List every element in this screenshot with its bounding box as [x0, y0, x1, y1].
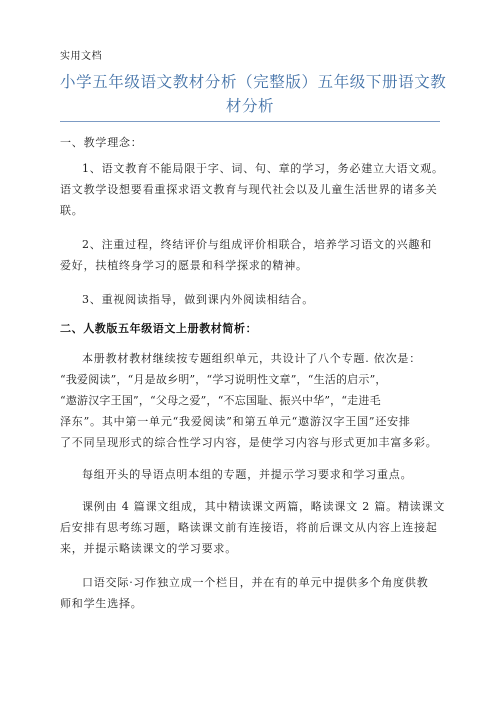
- paragraph-line: 师和学生选择。: [60, 597, 143, 610]
- section-1-paragraph-3: [60, 289, 440, 310]
- title-divider: [60, 121, 440, 122]
- paragraph-line: 口语交际·习作独立成一个栏目，并在有的单元中提供多个角度供教: [82, 576, 429, 589]
- section-2-paragraph-1: [60, 348, 440, 453]
- title-line-2: 材分析: [225, 97, 275, 115]
- paragraph-line: 爱好，扶植终身学习的愿景和科学探求的精神。: [60, 259, 308, 272]
- section-1-paragraph-2: [60, 234, 440, 276]
- paragraph-line: 了不同呈现形式的综合性学习内容，是使学习内容与形式更加丰富多彩。: [60, 436, 438, 449]
- title-line-1: 小学五年级语文教材分析（完整版）五年级下册语文教: [60, 73, 447, 91]
- paragraph-line: 联。: [60, 204, 84, 217]
- paragraph-line: 语文教学设想要看重探求语文教育与现代社会以及儿童生活世界的诸多关: [60, 183, 438, 196]
- paragraph-line: 3、重视阅读指导，做到课内外阅读相结合。: [82, 293, 314, 306]
- section-2-paragraph-3: [60, 496, 446, 559]
- paragraph-line: 2、注重过程，终结评价与组成评价相联合，培养学习语文的兴趣和: [82, 238, 432, 251]
- paragraph-line: 来，并提示略读课文的学习要求。: [60, 542, 237, 555]
- paragraph-line: 泽东”。其中第一单元“我爱阅读”和第五单元“遨游汉字王国”还安排: [60, 415, 411, 428]
- paragraph-line: 1、语文教育不能局限于字、词、句、章的学习，务必建立大语文观。: [82, 162, 444, 175]
- header-label: 实用文档: [60, 51, 102, 62]
- paragraph-line: 后安排有思考练习题，略读课文前有连接语，将前后课文从内容上连接起: [60, 521, 438, 534]
- section-1-heading: 一、教学理念：: [60, 136, 143, 149]
- paragraph-line: “遨游汉字王国”，“父母之爱”，“不忘国耻、振兴中华”，“走进毛: [60, 394, 381, 407]
- section-2-paragraph-2: [60, 464, 440, 485]
- section-1-paragraph-1: [60, 158, 444, 221]
- paragraph-line: “我爱阅读”，“月是故乡明”，“学习说明性文章”，“生活的启示”，: [60, 373, 387, 386]
- document-title: [60, 70, 447, 118]
- section-2-heading: 二、人教版五年级语文上册教材简析：: [60, 322, 258, 335]
- paragraph-line: 本册教材教材继续按专题组织单元，共设计了八个专题. 依次是：: [82, 352, 421, 365]
- section-2-paragraph-4: [60, 572, 440, 614]
- paragraph-line: 每组开头的导语点明本组的专题，并提示学习要求和学习重点。: [82, 468, 413, 481]
- paragraph-line: 课例由 4 篇课文组成，其中精读课文两篇，略读课文 2 篇。精读课文: [82, 500, 446, 513]
